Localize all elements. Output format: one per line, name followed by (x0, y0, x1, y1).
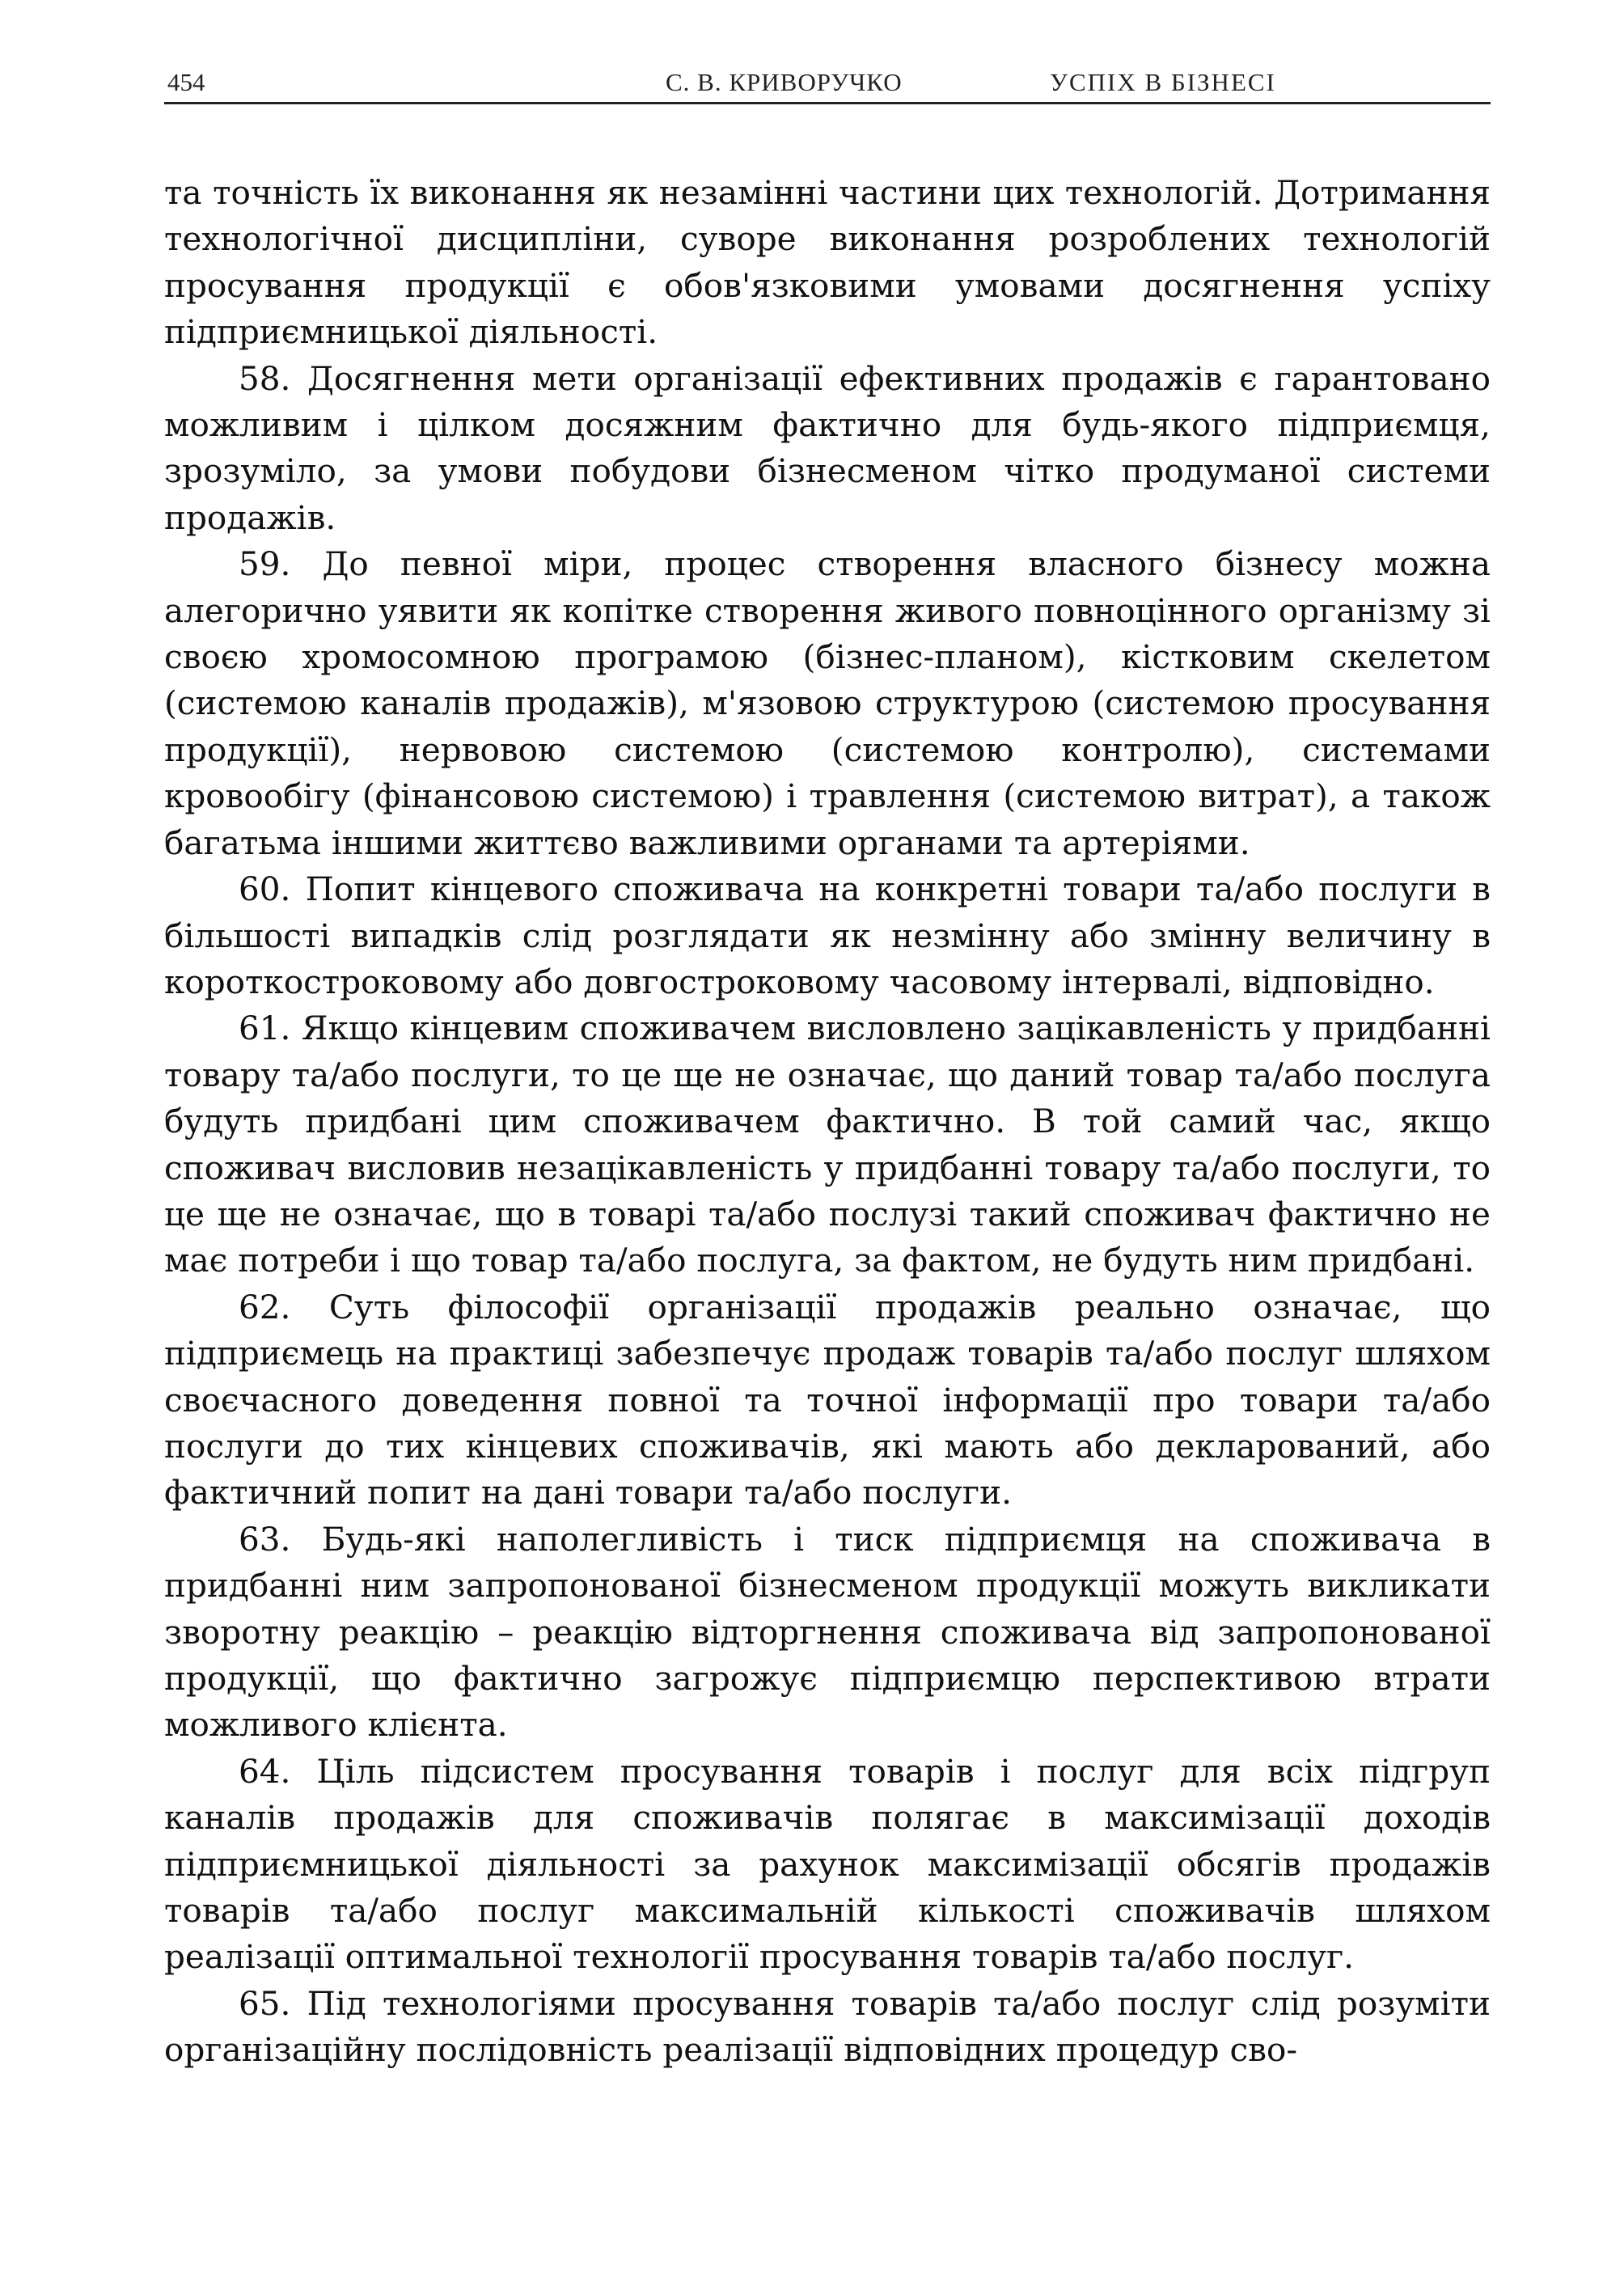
paragraph-64: 64. Ціль підсистем просування товарів і послуг для всіх підгруп каналів продажів для споживачів полягає в максимізації доходів підприємницької діяльності за рахунок максимізації обсягів продажів товарів та/або послуг максимальній кількості споживачів шляхом реалізації оптимальної технології просування товарів та/або послуг. (164, 1751, 1491, 1977)
paragraph-65: 65. Під технологіями просування товарів та/або послуг слід розуміти організаційну послідовність реалізації відповідних процедур сво- (164, 1983, 1491, 2070)
page-number: 454 (167, 68, 205, 96)
paragraph-61: 61. Якщо кінцевим споживачем висловлено зацікавленість у придбанні товару та/або послуги, то це ще не означає, що даний товар та/або послуга будуть придбані цим споживачем фактично. В той самий час, якщо споживач висловив незацікавленість у придбанні товару та/або послуги, то це ще не означає, що в товарі та/або послузі такий споживач фактично не має потреби і що товар та/або послуга, за фактом, не будуть ним придбані. (164, 1009, 1491, 1280)
body-text (164, 170, 1491, 2074)
paragraph-63: 63. Будь-які наполегливість і тиск підприємця на споживача в придбанні ним запропонованої бізнесменом продукції можуть викликати зворотну реакцію – реакцію відторгнення споживача від запропонованої продукції, що фактично загрожує підприємцю перспективою втрати можливого клієнта. (164, 1519, 1491, 1745)
paragraph-continuation: та точність їх виконання як незамінні частини цих технологій. Дотримання технологічної дисципліни, суворе виконання розроблених технологій просування продукції є обов'язковими умовами досягнення успіху підприємницької діяльності. (164, 173, 1491, 352)
header-author: С. В. КРИВОРУЧКО (666, 68, 903, 96)
paragraph-58: 58. Досягнення мети організації ефективних продажів є гарантовано можливим і цілком досяжним фактично для будь-якого підприємця, зрозуміло, за умови побудови бізнесменом чітко продуманої системи продажів. (164, 358, 1491, 537)
paragraph-62: 62. Суть філософії організації продажів реально означає, що підприємець на практиці забезпечує продаж товарів та/або послуг шляхом своєчасного доведення повної та точної інформації про товари та/або послуги до тих кінцевих споживачів, які мають або декларований, або фактичний попит на дані товари та/або послуги. (164, 1287, 1491, 1512)
header-book-title: УСПІХ В БІЗНЕСІ (1050, 68, 1276, 96)
running-header (164, 63, 1491, 104)
paragraph-60: 60. Попит кінцевого споживача на конкретні товари та/або послуги в більшості випадків слід розглядати як незмінну або змінну величину в короткостроковому або довгостроковому часовому інтервалі, відповідно. (164, 869, 1491, 1001)
paragraph-59: 59. До певної міри, процес створення власного бізнесу можна алегорично уявити як копітке створення живого повноцінного організму зі своєю хромосомною програмою (бізнес-планом), кістковим скелетом (системою каналів продажів), м'язовою структурою (системою просування продукції), нервовою системою (системою контролю), системами кровообігу (фінансовою системою) і травлення (системою витрат), а також багатьма іншими життєво важливими органами та артеріями. (164, 544, 1491, 862)
